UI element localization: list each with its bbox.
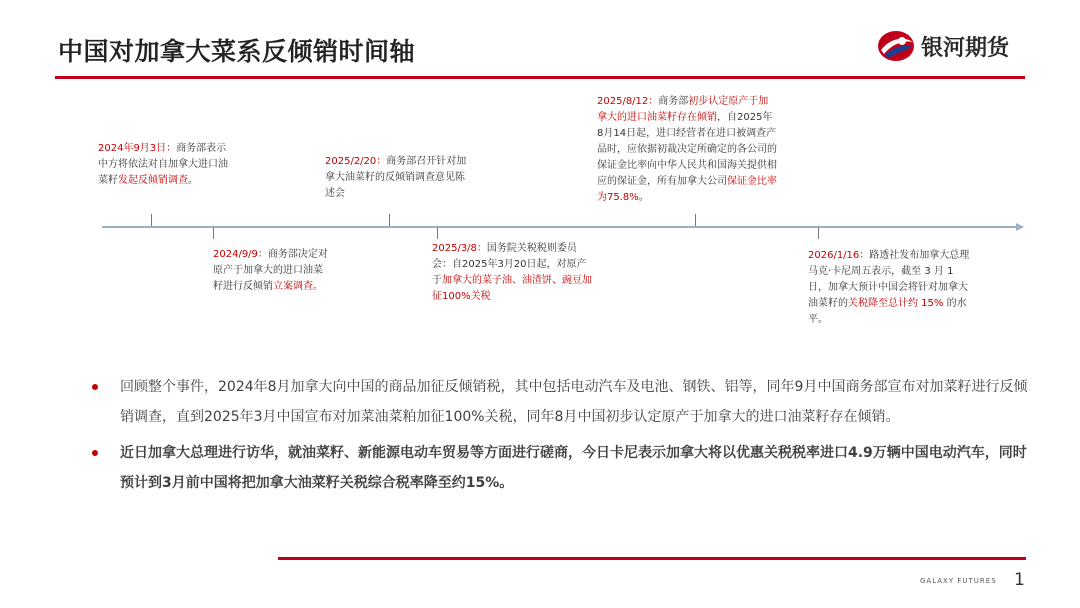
- summary-bullets: [90, 372, 1040, 498]
- timeline-arrow-icon: [1016, 223, 1024, 231]
- event-date: 2024年9月3日: [98, 143, 167, 154]
- event-highlight: 初步认定原产于加拿大的进口油菜籽存在倾销: [597, 96, 769, 123]
- summary-bullet: [90, 372, 1040, 432]
- brand-logo: [876, 28, 1036, 64]
- header-divider: [55, 76, 1025, 79]
- timeline-axis: [102, 226, 1022, 228]
- timeline-event: 2024/9/9：商务部决定对原产于加拿大的进口油菜籽进行反倾销立案调查。: [213, 249, 328, 292]
- timeline-tick: [695, 214, 696, 226]
- event-date: 2024/9/9: [213, 249, 258, 260]
- event-highlight-secondary: 保证金比率为75.8%: [597, 176, 777, 203]
- page-title: 中国对加拿大菜系反倾销时间轴: [58, 37, 416, 66]
- event-date: 2025/2/20: [325, 156, 377, 167]
- timeline-tick: [818, 227, 819, 239]
- event-text: 商务部召开针对加拿大油菜籽的反倾销调查意见陈述会: [325, 156, 467, 199]
- event-highlight: 发起反倾销调查: [118, 175, 188, 186]
- bullet-dot-icon: [92, 450, 98, 456]
- event-date: 2025/8/12: [597, 96, 649, 107]
- timeline-event: 2025/2/20：商务部召开针对加拿大油菜籽的反倾销调查意见陈述会: [325, 156, 467, 199]
- timeline-tick: [437, 227, 438, 239]
- timeline-tick: [151, 214, 152, 226]
- event-text-continued: ，自2025年8月14日起，进口经营者在进口被调查产品时，应依据初裁决定所确定的各公司的保证金比率向中华人民共和国海关提供相应的保证金，所有加拿大公司: [597, 112, 777, 187]
- event-text: 商务部决定对原产于加拿大的进口油菜籽进行反倾销: [213, 249, 328, 292]
- bullet-dot-icon: [92, 384, 98, 390]
- page-number: 1: [1014, 570, 1025, 590]
- summary-bullet: [90, 438, 1040, 498]
- footer-divider: [278, 557, 1026, 560]
- event-text: 商务部: [658, 96, 689, 107]
- event-highlight: 关税降至总计约 15%: [848, 298, 944, 309]
- footer-brand: GALAXY FUTURES: [920, 577, 997, 585]
- logo-text: 银河期货: [921, 36, 1010, 61]
- bullet-text: 回顾整个事件，2024年8月加拿大向中国的商品加征反倾销税，其中包括电动汽车及电池、钢铁、铝等，同年9月中国商务部宣布对加菜籽进行反倾销调查，直到2025年3月中国宣布对加菜油菜粕加征100%关税，同年8月中国初步认定原产于加拿大的进口油菜籽存在倾销。: [120, 379, 1028, 425]
- timeline-event: 2026/1/16：路透社发布加拿大总理马克·卡尼周五表示，截至 3 月 1 日，加拿大预计中国会将针对加拿大油菜籽的关税降至总计约 15% 的水平。: [808, 250, 970, 325]
- event-text: 商务部表示中方将依法对自加拿大进口油菜籽: [98, 143, 228, 186]
- timeline-tick: [389, 214, 390, 226]
- event-highlight: 立案调查: [273, 281, 313, 292]
- galaxy-logo-icon: [876, 28, 916, 64]
- timeline-event: 2024年9月3日：商务部表示中方将依法对自加拿大进口油菜籽发起反倾销调查。: [98, 143, 228, 186]
- timeline-event: 2025/3/8：国务院关税税则委员会：自2025年3月20日起，对原产于加拿大的菜子油、油渣饼、豌豆加征100%关税: [432, 243, 592, 302]
- event-text: 国务院关税税则委员会：自2025年3月20日起，对原产于: [432, 243, 587, 286]
- event-date: 2026/1/16: [808, 250, 860, 261]
- timeline-tick: [213, 227, 214, 239]
- event-text: 路透社发布加拿大总理马克·卡尼周五表示，截至 3 月 1 日，加拿大预计中国会将针对加拿大油菜籽的: [808, 250, 970, 309]
- event-highlight: 加拿大的菜子油、油渣饼、豌豆加征100%关税: [432, 275, 592, 302]
- timeline-event: 2025/8/12：商务部初步认定原产于加拿大的进口油菜籽存在倾销，自2025年8月14日起，进口经营者在进口被调查产品时，应依据初裁决定所确定的各公司的保证金比率向中华人民共和国海关提供相应的保证金，所有加拿大公司保证金比率为75.8%。: [597, 96, 777, 203]
- event-date: 2025/3/8: [432, 243, 477, 254]
- bullet-text: 近日加拿大总理进行访华，就油菜籽、新能源电动车贸易等方面进行磋商，今日卡尼表示加拿大将以优惠关税税率进口4.9万辆中国电动汽车，同时预计到3月前中国将把加拿大油菜籽关税综合税率降至约15%。: [120, 445, 1027, 491]
